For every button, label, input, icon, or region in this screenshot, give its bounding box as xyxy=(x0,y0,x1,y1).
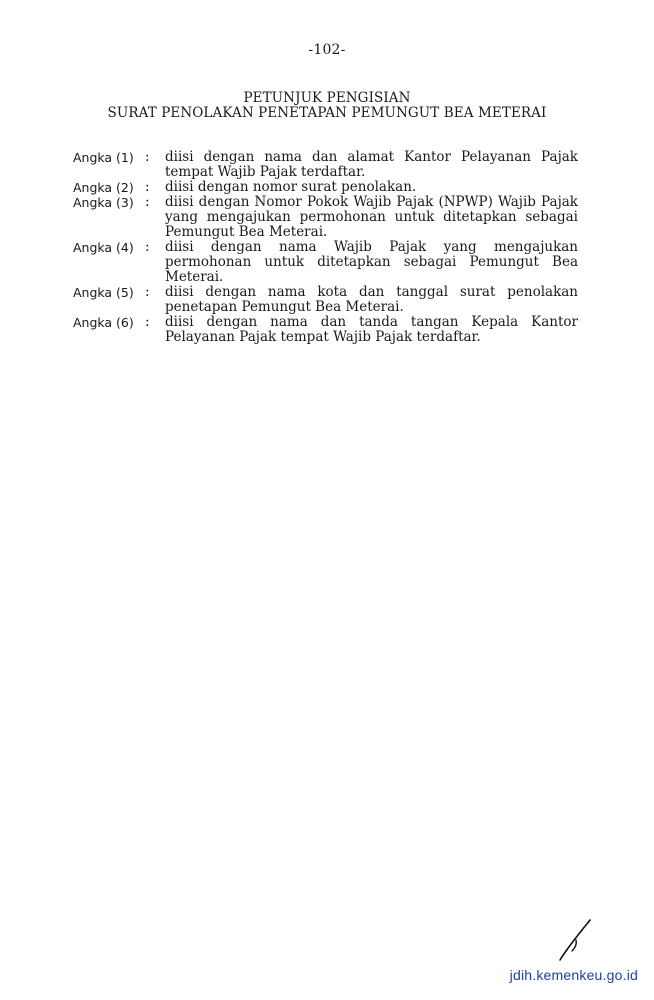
page-number: -102- xyxy=(308,42,346,58)
instruction-separator: : xyxy=(145,194,150,210)
instruction-label: Angka (2) xyxy=(73,180,134,195)
instruction-text: diisi dengan nama dan alamat Kantor Pelayanan Pajak tempat Wajib Pajak terdaftar. xyxy=(165,149,578,180)
title-line-1: PETUNJUK PENGISIAN xyxy=(243,90,411,106)
instruction-label: Angka (6) xyxy=(73,315,134,330)
instruction-text: diisi dengan Nomor Pokok Wajib Pajak (NPWP) Wajib Pajak yang mengajukan permohonan untuk ditetapkan sebagai Pemungut Bea Meterai. xyxy=(165,194,578,240)
instruction-item xyxy=(73,315,578,345)
instruction-separator: : xyxy=(145,284,150,300)
jdih-link[interactable]: jdih.kemenkeu.go.id xyxy=(509,967,638,983)
instruction-separator: : xyxy=(145,179,150,195)
instruction-separator: : xyxy=(145,314,150,330)
instruction-text: diisi dengan nama kota dan tanggal surat penolakan penetapan Pemungut Bea Meterai. xyxy=(165,284,578,315)
instruction-label: Angka (1) xyxy=(73,150,134,165)
instruction-item xyxy=(73,240,578,285)
instruction-label: Angka (4) xyxy=(73,240,134,255)
instruction-item xyxy=(73,285,578,315)
instruction-separator: : xyxy=(145,239,150,255)
instruction-label: Angka (3) xyxy=(73,195,134,210)
instruction-label: Angka (5) xyxy=(73,285,134,300)
instruction-text: diisi dengan nama dan tanda tangan Kepala Kantor Pelayanan Pajak tempat Wajib Pajak terdaftar. xyxy=(165,314,578,345)
instruction-item xyxy=(73,195,578,240)
instruction-separator: : xyxy=(145,149,150,165)
instruction-text: diisi dengan nomor surat penolakan. xyxy=(165,179,417,195)
instruction-list xyxy=(73,150,578,345)
instruction-item xyxy=(73,180,578,195)
instruction-item xyxy=(73,150,578,180)
document-title xyxy=(0,91,654,121)
paraf-signature-icon xyxy=(556,918,596,964)
instruction-text: diisi dengan nama Wajib Pajak yang mengajukan permohonan untuk ditetapkan sebagai Pemungut Bea Meterai. xyxy=(165,239,578,285)
title-line-2: SURAT PENOLAKAN PENETAPAN PEMUNGUT BEA METERAI xyxy=(107,105,547,121)
